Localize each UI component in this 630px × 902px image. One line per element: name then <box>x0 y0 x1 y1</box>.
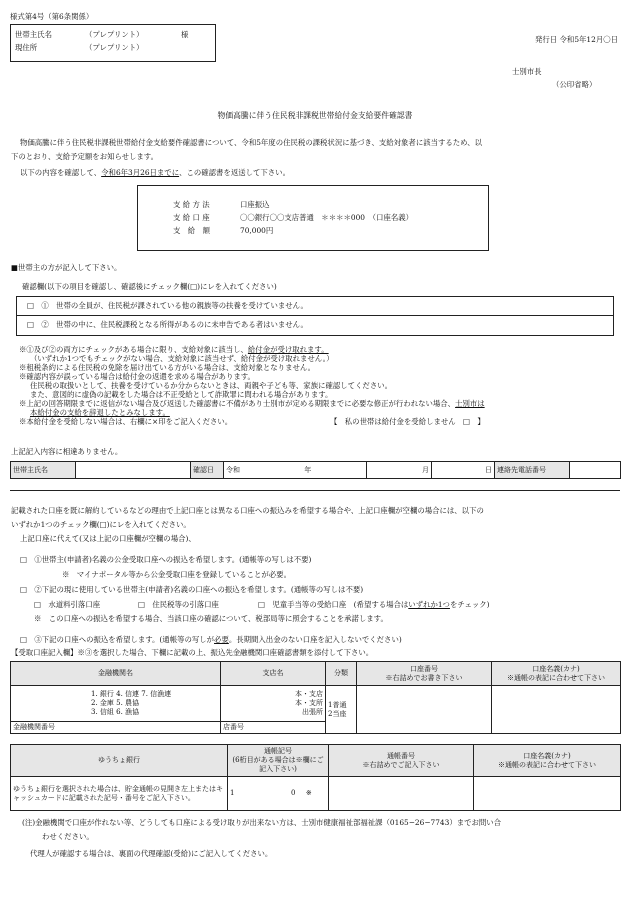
confirm-day-field[interactable]: 日 <box>432 462 495 479</box>
confirm-name-label: 世帯主氏名 <box>11 462 76 479</box>
option-1-note: ※ マイナポータル等から公金受取口座を登録していることが必要。 <box>62 570 291 579</box>
section1-instruction: 確認欄(以下の項目を確認し、確認後にチェック欄(□)にレを入れてください) <box>22 282 277 291</box>
option-1[interactable]: □ ①世帯主(申請者)名義の公金受取口座への振込を希望します。(通帳等の写しは不要) <box>20 555 312 564</box>
recipient-name-label: 世帯主氏名 <box>15 30 52 39</box>
deadline: 令和6年3月26日までに <box>101 168 180 177</box>
account-holder-header: 口座名義(カナ) ※通帳の表記に合わせて下さい <box>492 662 621 686</box>
symbol-header: 通帳記号 (6桁目がある場合は※欄にご記入下さい) <box>228 745 329 777</box>
confirm-phone-field[interactable] <box>570 462 621 479</box>
branch-name-field[interactable]: 本・支店 本・支所 出張所 <box>221 686 326 722</box>
confirm-statement: 上記記入内容に相違ありません。 <box>11 447 123 456</box>
recipient-address-label: 現住所 <box>15 43 38 52</box>
note-2: ※租税条約による住民税の免除を届け出ている方がいる場合は、支給対象となりません。 <box>19 363 316 372</box>
confirm-date-label: 確認日 <box>191 462 224 479</box>
account-number-field[interactable] <box>357 686 492 734</box>
recipient-address-value: （プレプリント） <box>85 43 144 52</box>
number-field[interactable] <box>329 777 474 811</box>
note-3-sub-2: また、意図的に虚偽の記載をした場合は不正受給として詐欺罪に問われる場合があります。 <box>30 390 333 399</box>
account-value: 〇〇銀行〇〇支店普通 ＊＊＊＊000 （口座名義） <box>240 213 414 222</box>
note-3-sub-1: 住民税の取扱いとして、扶養を受けているか分からないときは、両親や子ども等、家族に確認してください。 <box>30 381 392 390</box>
yucho-note: ゆうちょ銀行を選択された場合は、貯金通帳の見開き左上またはキャッシュカードに記載された記号・番号をご記入下さい。 <box>11 777 228 811</box>
section1-heading: ■世帯主の方が記入して下さい。 <box>11 263 122 272</box>
note-1-sub: （いずれか1つでもチェックがない場合、支給対象に該当せず、給付金が受け取れません。） <box>30 354 334 363</box>
account-type-field[interactable]: 1普通 2当座 <box>326 686 357 734</box>
bank-code-field[interactable]: 金融機関番号 <box>11 722 221 734</box>
recipient-box <box>10 24 216 62</box>
bank-account-table <box>10 661 621 734</box>
yucho-holder-field[interactable] <box>474 777 621 811</box>
branch-code-field[interactable]: 店番号 <box>221 722 326 734</box>
check-table <box>16 296 614 336</box>
bank-name-header: 金融機関名 <box>11 662 221 686</box>
intro-deadline-line: 以下の内容を確認して、令和6年3月26日までに、この確認書を返送して下さい。 <box>20 168 290 177</box>
footer-note-1-cont: わせください。 <box>42 832 94 841</box>
issue-date: 発行日 令和5年12月〇日 <box>535 35 618 44</box>
footer-note-1: (注)金融機関で口座が作れない等、どうしても口座による受け取りが出来ない方は、士別市健康福祉部福祉課（0165−26−7743）までお問い合 <box>22 818 502 827</box>
confirm-month-field[interactable]: 月 <box>367 462 432 479</box>
yucho-holder-header: 口座名義(カナ) ※通帳の表記に合わせて下さい <box>474 745 621 777</box>
check-item-1[interactable]: □ ① 世帯の全員が、住民税が課されている他の親族等の扶養を受けていません。 <box>27 301 308 310</box>
confirm-name-field[interactable] <box>76 462 191 479</box>
seal-omitted: （公印省略） <box>552 80 597 89</box>
option-2-child-allowance[interactable]: □ 児童手当等の受給口座 (希望する場合はいずれか1つをチェック) <box>258 600 490 609</box>
note-5: ※本給付金を受給しない場合は、右欄に×印をご記入ください。 <box>19 417 233 426</box>
intro-line-1: 物価高騰に伴う住民税非課税世帯給付金支給要件確認書について、令和5年度の住民税の課税状況に基づき、支給対象者に該当するため、以 <box>20 138 483 147</box>
type-header: 分類 <box>326 662 357 686</box>
section2-intro-3: 上記口座に代えて(又は上記の口座欄が空欄の場合)、 <box>20 534 196 543</box>
form-number: 様式第4号（第6条関係） <box>10 12 94 21</box>
footer-note-2: 代理人が確認する場合は、裏面の代理確認(受給)にご記入してください。 <box>30 849 273 858</box>
note-3: ※確認内容が誤っている場合は給付金の返還を求める場合があります。 <box>19 372 255 381</box>
option-3[interactable]: □ ③下記の口座への振込を希望します。(通帳等の写しが必要。長期間入出金のない口座を記入しないでください) <box>20 635 402 644</box>
yucho-table <box>10 744 621 811</box>
honorific: 様 <box>181 30 189 39</box>
document-title: 物価高騰に伴う住民税非課税世帯給付金支給要件確認書 <box>217 111 413 120</box>
yucho-header: ゆうちょ銀行 <box>11 745 228 777</box>
option-2-water[interactable]: □ 水道料引落口座 <box>34 600 101 609</box>
account-number-header: 口座番号 ※右詰めでお書き下さい <box>357 662 492 686</box>
section2-intro-2: いずれか1つのチェック欄(□)にレを入れてください。 <box>11 520 191 529</box>
symbol-asterisk: ※ <box>305 789 312 798</box>
option-2-tax[interactable]: □ 住民税等の引落口座 <box>138 600 219 609</box>
confirm-date-field[interactable]: 令和 年 <box>224 462 367 479</box>
method-label: 支 給 方 法 <box>173 200 210 209</box>
bank-name-field[interactable]: 1. 銀行 4. 信連 7. 信漁連 2. 金庫 5. 農協 3. 信組 6. 漁協 <box>11 686 221 722</box>
confirm-table <box>10 461 621 479</box>
decline-checkbox[interactable]: 【 私の世帯は給付金を受給しません □ 】 <box>330 417 485 426</box>
branch-header: 支店名 <box>221 662 326 686</box>
method-value: 口座振込 <box>240 200 270 209</box>
option-2[interactable]: □ ②下記の現に使用している世帯主(申請者)名義の口座への振込を希望します。(通帳等の写しは不要) <box>20 585 364 594</box>
note-4-cont: 本給付金の支給を辞退したとみなします。 <box>30 408 170 417</box>
mayor: 士別市長 <box>512 67 542 76</box>
symbol-first-digit: 1 <box>230 789 235 798</box>
number-header: 通帳番号 ※右詰めでご記入下さい <box>329 745 474 777</box>
symbol-last-digit: 0 <box>290 789 296 798</box>
account-heading: 【受取口座記入欄】※③を選択した場合、下欄に記載の上、振込先金融機関口座確認書類を添付して下さい。 <box>11 648 374 657</box>
check-item-2[interactable]: □ ② 世帯の中に、住民税課税となる所得があるのに未申告である者はいません。 <box>27 320 308 329</box>
payment-box <box>137 185 489 251</box>
intro-line-2: 下のとおり、支給予定額をお知らせします。 <box>11 152 159 161</box>
note-4: ※上記の回答期限までに返信がない場合及び返送した確認書に不備があり士別市が定める期限までに必要な修正が行われない場合、士別市は <box>19 399 485 408</box>
account-label: 支 給 口 座 <box>173 213 210 222</box>
symbol-field[interactable] <box>228 777 329 811</box>
option-2-note: ※ この口座への振込を希望する場合、当該口座の確認について、税部局等に照会することを承諾します。 <box>34 614 388 623</box>
account-holder-field[interactable] <box>492 686 621 734</box>
section2-intro-1: 記載された口座を既に解約しているなどの理由で上記口座とは異なる口座への振込みを希望する場合や、上記口座欄が空欄の場合には、以下の <box>11 506 484 515</box>
confirm-phone-label: 連絡先電話番号 <box>495 462 570 479</box>
recipient-name-value: （プレプリント） <box>85 30 144 39</box>
amount-value: 70,000円 <box>240 226 274 235</box>
amount-label: 支 給 額 <box>173 226 210 235</box>
note-1: ※①及び②の両方にチェックがある場合に限り、支給対象に該当し、給付金が受け取れます。 <box>19 345 329 354</box>
